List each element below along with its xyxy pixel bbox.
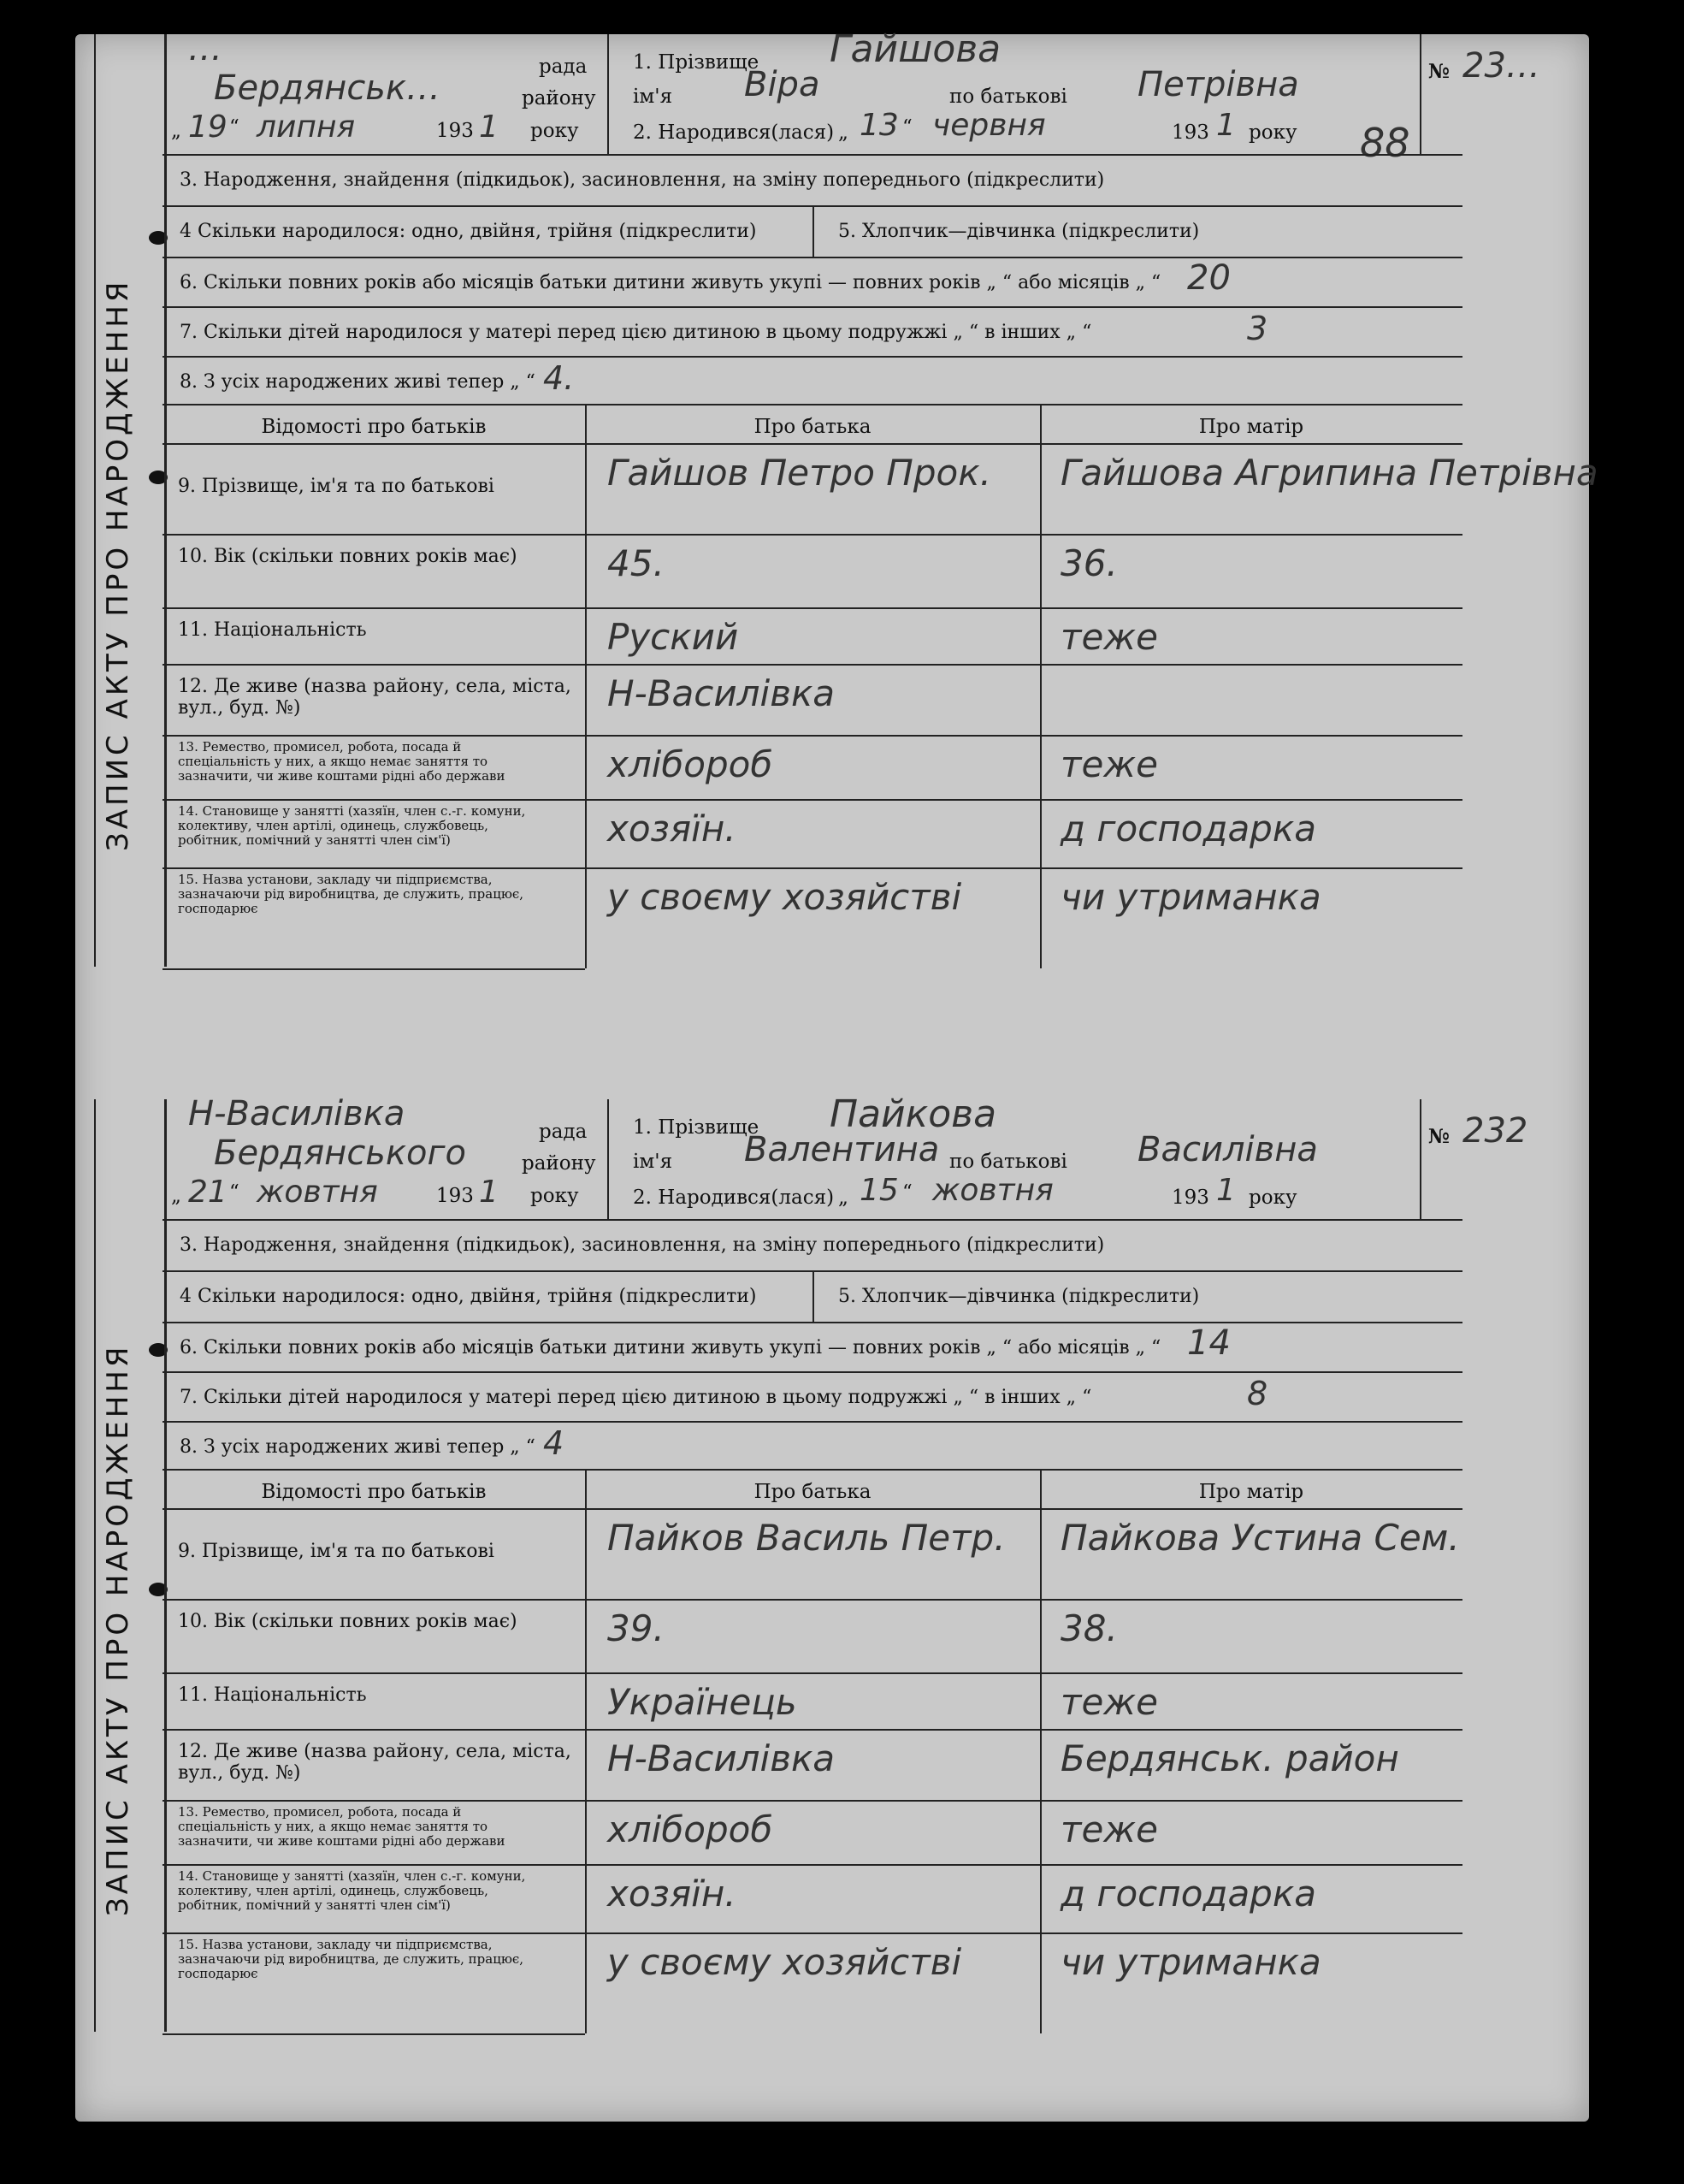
district-hw: Бердянського	[214, 1133, 466, 1173]
father-value-13: хлібороб	[607, 743, 773, 785]
born-year-hw: 1	[1216, 1173, 1236, 1208]
date-year-prefix: 193	[436, 120, 474, 142]
patronymic-label: по батькові	[949, 86, 1067, 108]
council-label: рада	[539, 56, 588, 78]
council-label: рада	[539, 1121, 588, 1143]
mother-heading: Про матір	[1198, 1481, 1304, 1503]
number-value: 23…	[1462, 46, 1540, 86]
date-month: жовтня	[257, 1175, 378, 1210]
father-value-10: 45.	[607, 542, 665, 584]
parents-table	[162, 1469, 1462, 2033]
item-8: 8. З усіх народжених живі тепер „ “ 4	[162, 1421, 1462, 1471]
mother-value-13: теже	[1061, 743, 1158, 785]
surname-hw: Гайшова	[830, 27, 1002, 71]
sidebar	[94, 1099, 167, 2032]
row-label-12: 12. Де живе (назва району, села, міста, вул., буд. №)	[178, 676, 571, 719]
item-8: 8. З усіх народжених живі тепер „ “ 4.	[162, 356, 1462, 405]
born-month: червня	[932, 108, 1046, 143]
father-value-14: хозяїн.	[607, 808, 736, 849]
row-label-13: 13. Ремество, промисел, робота, посада й спеціальність у них, а якщо немає заняття то зазначити, чи живе коштами рідні або держави	[178, 739, 505, 784]
item-3: 3. Народження, знайдення (підкидьок), засиновлення, на зміну попереднього (підкреслити)	[162, 1219, 1462, 1272]
name-hw: Валентина	[744, 1130, 940, 1169]
father-value-13: хлібороб	[607, 1808, 773, 1850]
born-day: 15	[860, 1173, 899, 1208]
district-hw: Бердянськ…	[214, 68, 441, 108]
surname-label: 1. Прізвище	[633, 1116, 759, 1139]
father-value-12: Н-Василівка	[607, 1737, 836, 1779]
district-label: району	[522, 87, 596, 109]
year-label: року	[530, 1185, 579, 1207]
birth-record-2	[94, 1092, 1528, 2032]
number-label: №	[1428, 1125, 1450, 1148]
side-title: ЗАПИС АКТУ ПРО НАРОДЖЕННЯ	[101, 278, 135, 851]
row-label-15: 15. Назва установи, закладу чи підприємства, зазначаючи рід виробництва, де служить, працює, господарює	[178, 872, 524, 916]
row-label-11: 11. Національність	[178, 1684, 367, 1706]
father-heading: Про батька	[753, 1481, 872, 1503]
mother-value-13: теже	[1061, 1808, 1158, 1850]
mother-value-9: Гайшова Агрипина Петрівна	[1061, 452, 1598, 494]
patronymic-hw: Василівна	[1137, 1130, 1318, 1169]
born-year-hw: 1	[1216, 108, 1236, 143]
born-label: 2. Народився(лася)	[633, 121, 835, 144]
item-7: 7. Скільки дітей народилося у матері перед цією дитиною в цьому подружжі „ “ в інших „ “ 3	[162, 306, 1462, 358]
date-day: 21	[188, 1175, 227, 1210]
item-7-hw: 8	[1247, 1375, 1268, 1412]
surname-hw: Пайкова	[830, 1092, 997, 1136]
item-3: 3. Народження, знайдення (підкидьок), засиновлення, на зміну попереднього (підкреслити)	[162, 154, 1462, 207]
date-year-prefix: 193	[436, 1185, 474, 1207]
mother-value-10: 38.	[1061, 1607, 1118, 1649]
mother-value-12: Бердянськ. район	[1061, 1737, 1399, 1779]
row-label-14: 14. Становище у занятті (хазяїн, член с.-г. комуни, колективу, член артілі, одинець, службовець, робітник, помічний у занятті член сім'ї)	[178, 803, 526, 848]
father-value-10: 39.	[607, 1607, 665, 1649]
item-6-hw: 20	[1187, 258, 1231, 298]
item-6: 6. Скільки повних років або місяців батьки дитини живуть укупі — повних років „ “ або місяців „ “ 20	[162, 257, 1462, 308]
side-title: ЗАПИС АКТУ ПРО НАРОДЖЕННЯ	[101, 1343, 135, 1916]
patronymic-label: по батькові	[949, 1151, 1067, 1173]
record-number-block	[1428, 34, 1540, 154]
mother-value-11: теже	[1061, 1681, 1158, 1723]
father-value-15: у своєму хозяйстві	[607, 876, 962, 918]
item-8-hw: 4	[543, 1424, 564, 1462]
item-8-hw: 4.	[543, 359, 575, 397]
item-4-5: 4 Скільки народилося: одно, двійня, трійня (підкреслити) 5. Хлопчик—дівчинка (підкреслити)	[162, 205, 1462, 258]
father-value-9: Гайшов Петро Прок.	[607, 452, 991, 494]
sidebar	[94, 34, 167, 967]
father-value-9: Пайков Василь Петр.	[607, 1517, 1006, 1559]
father-heading: Про батька	[753, 416, 872, 438]
name-label: ім'я	[633, 86, 673, 108]
born-month: жовтня	[932, 1173, 1054, 1208]
name-hw: Віра	[744, 65, 820, 104]
born-label: 2. Народився(лася)	[633, 1187, 835, 1209]
item-6-hw: 14	[1187, 1323, 1231, 1363]
item-7-hw: 3	[1247, 310, 1268, 347]
date-day: 19	[188, 109, 227, 145]
born-day: 13	[860, 108, 899, 143]
council-hw: …	[188, 29, 222, 68]
father-value-14: хозяїн.	[607, 1873, 736, 1915]
surname-label: 1. Прізвище	[633, 51, 759, 74]
patronymic-hw: Петрівна	[1137, 65, 1299, 104]
row-label-11: 11. Національність	[178, 619, 367, 641]
mother-heading: Про матір	[1198, 416, 1304, 438]
birth-record-1	[94, 27, 1598, 967]
record-number-block	[1428, 1099, 1528, 1219]
name-label: ім'я	[633, 1151, 673, 1173]
born-year-label: року	[1249, 121, 1297, 144]
mother-value-14: д господарка	[1061, 808, 1316, 849]
born-year-prefix: 193	[1172, 121, 1209, 144]
father-value-15: у своєму хозяйстві	[607, 1941, 962, 1983]
born-year-label: року	[1249, 1187, 1297, 1209]
parents-table	[162, 404, 1598, 968]
header-council-block: Н-Василівка рада Бердянського району „ 21 “ жовтня 193 1 року	[162, 1099, 609, 1219]
mother-value-15: чи утриманка	[1061, 876, 1321, 918]
row-label-9: 9. Прізвище, ім'я та по батькові	[178, 1541, 494, 1562]
item-4-5: 4 Скільки народилося: одно, двійня, трійня (підкреслити) 5. Хлопчик—дівчинка (підкреслити)	[162, 1270, 1462, 1323]
date-year-hw: 1	[479, 109, 499, 145]
row-label-12: 12. Де живе (назва району, села, міста, вул., буд. №)	[178, 1741, 571, 1784]
item-7: 7. Скільки дітей народилося у матері перед цією дитиною в цьому подружжі „ “ в інших „ “ 8	[162, 1371, 1462, 1423]
row-label-14: 14. Становище у занятті (хазяїн, член с.-г. комуни, колективу, член артілі, одинець, службовець, робітник, помічний у занятті член сім'ї)	[178, 1868, 526, 1913]
father-value-11: Руский	[607, 616, 739, 658]
margin-hw: 88	[1360, 120, 1410, 166]
row-label-15: 15. Назва установи, закладу чи підприємства, зазначаючи рід виробництва, де служить, працює, господарює	[178, 1937, 524, 1981]
parents-heading: Відомості про батьків	[261, 416, 487, 438]
district-label: району	[522, 1152, 596, 1175]
item-6: 6. Скільки повних років або місяців батьки дитини живуть укупі — повних років „ “ або місяців „ “ 14	[162, 1322, 1462, 1373]
mother-value-11: теже	[1061, 616, 1158, 658]
row-label-13: 13. Ремество, промисел, робота, посада й спеціальність у них, а якщо немає заняття то зазначити, чи живе коштами рідні або держави	[178, 1804, 505, 1849]
row-label-10: 10. Вік (скільки повних років має)	[178, 546, 517, 567]
header-child-block: 1. Прізвище Гайшова ім'я Віра по батькові Петрівна 2. Народився(лася) „ 13 “ червня 193 1 року 88	[607, 34, 1421, 154]
mother-value-15: чи утриманка	[1061, 1941, 1321, 1983]
year-label: року	[530, 120, 579, 142]
row-label-9: 9. Прізвище, ім'я та по батькові	[178, 476, 494, 497]
number-label: №	[1428, 60, 1450, 83]
row-label-10: 10. Вік (скільки повних років має)	[178, 1611, 517, 1632]
born-year-prefix: 193	[1172, 1187, 1209, 1209]
mother-value-14: д господарка	[1061, 1873, 1316, 1915]
mother-value-10: 36.	[1061, 542, 1118, 584]
father-value-12: Н-Василівка	[607, 672, 836, 714]
number-value: 232	[1462, 1111, 1528, 1151]
mother-value-9: Пайкова Устина Сем.	[1061, 1517, 1460, 1559]
father-value-11: Українець	[607, 1681, 797, 1723]
header-child-block: 1. Прізвище Пайкова ім'я Валентина по батькові Василівна 2. Народився(лася) „ 15 “ жовтня 193 1 року	[607, 1099, 1421, 1219]
date-month: липня	[257, 109, 356, 145]
parents-heading: Відомості про батьків	[261, 1481, 487, 1503]
council-hw: Н-Василівка	[188, 1094, 405, 1133]
date-year-hw: 1	[479, 1175, 499, 1210]
header-council-block: … рада Бердянськ… району „ 19 “ липня 193 1 року	[162, 34, 609, 154]
